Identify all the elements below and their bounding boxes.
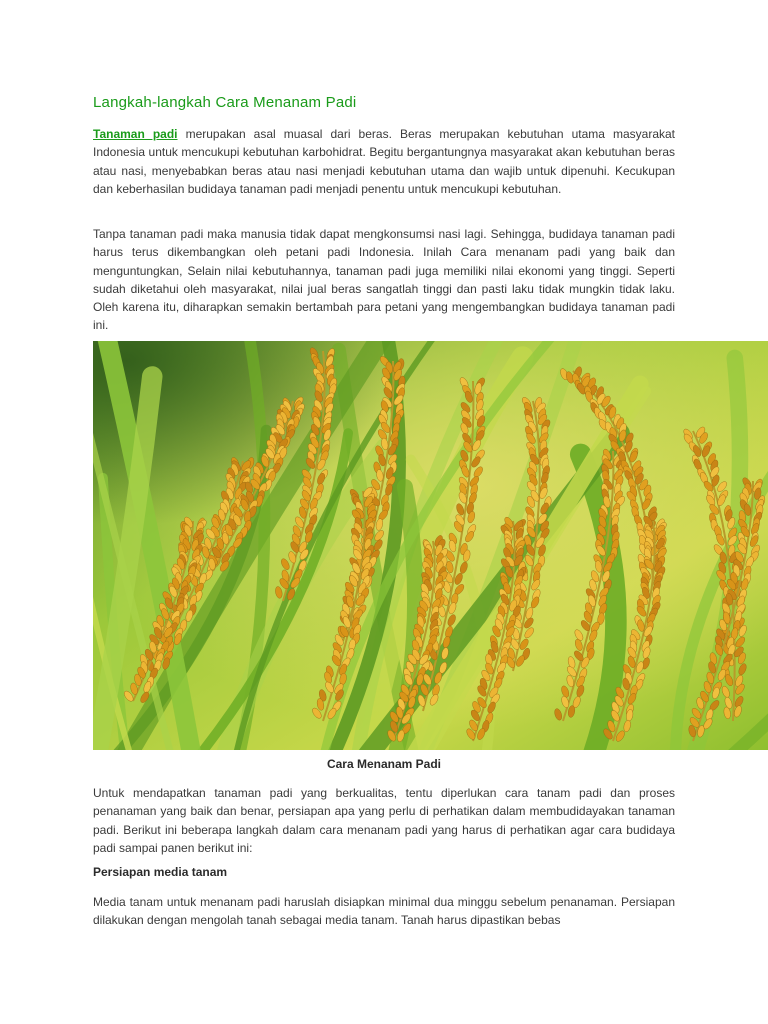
tanaman-padi-link[interactable]: Tanaman padi xyxy=(93,127,178,141)
article-title: Langkah-langkah Cara Menanam Padi xyxy=(93,94,357,111)
photo-caption: Cara Menanam Padi xyxy=(326,757,442,771)
section-heading-media-tanam: Persiapan media tanam xyxy=(93,865,228,879)
paragraph-media-tanam: Media tanam untuk menanam padi haruslah disiapkan minimal dua minggu sebelum penanaman. Persiapan dilakukan dengan mengolah tanah sebagai media tanam. Tanah harus dipastikan bebas xyxy=(93,895,675,928)
paragraph-importance: Tanpa tanaman padi maka manusia tidak dapat mengkonsumsi nasi lagi. Sehingga, budidaya tanaman padi harus terus dikembangkan oleh petani padi Indonesia. Inilah Cara menanam padi yang baik dan menguntungkan, Selain nilai kebutuhannya, tanaman padi juga memiliki nilai ekonomi yang tinggi. Seperti sudah diketahui oleh masyarakat, nilai jual beras sangatlah tinggi dan pasti laku tidak mungkin tidak laku. Oleh karena itu, diharapkan semakin bertambah para petani yang mengembangkan budidaya tanaman padi ini. xyxy=(93,227,675,333)
paragraph-intro-text: merupakan asal muasal dari beras. Beras merupakan kebutuhan utama masyarakat Indonesia untuk mencukupi kebutuhan karbohidrat. Begitu bergantungnya masyarakat akan kebutuhan beras atau nasi, menyebabkan beras atau nasi menjadi kebutuhan utama dan wajib untuk dipenuhi. Kecukupan dan keberhasilan budidaya tanaman padi menjadi penentu untuk mencukupi kebutuhan. xyxy=(93,127,676,196)
paragraph-steps-intro: Untuk mendapatkan tanaman padi yang berkualitas, tentu diperlukan cara tanam padi dan proses penanaman yang baik dan benar, persiapan apa yang perlu di perhatikan dalam membudidayakan tanaman padi. Berikut ini beberapa langkah dalam cara menanam padi yang harus di perhatikan agar cara budidaya padi sampai panen berikut ini: xyxy=(93,786,675,855)
rice-paddy-photo xyxy=(93,341,768,750)
paragraph-intro xyxy=(93,125,675,198)
